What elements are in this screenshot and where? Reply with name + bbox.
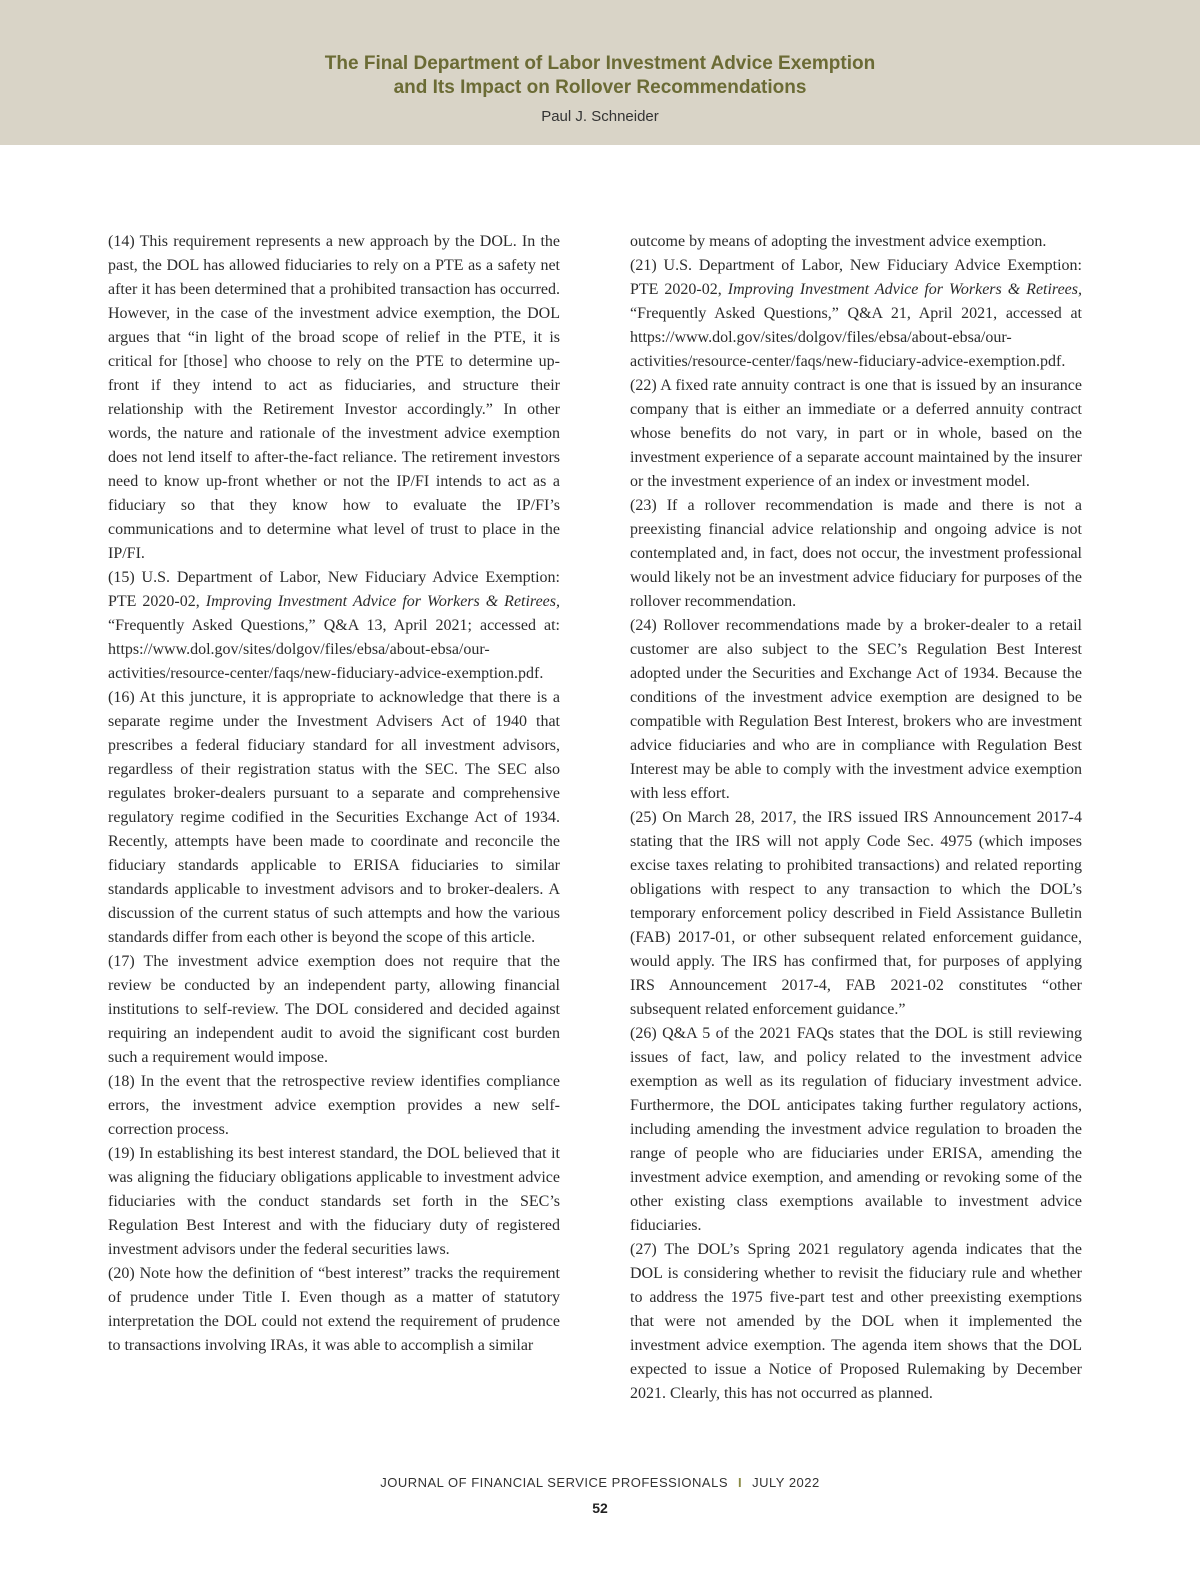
endnote-19: (19) In establishing its best interest standard, the DOL believed that it was aligning the fiduciary obligations applicable to investment advice fiduciaries with the conduct standards set forth in the SEC’s Regulation Best Interest and with the fiduciary duty of registered investment advisors under the federal securities laws. xyxy=(108,1145,560,1258)
article-header-banner xyxy=(0,0,1200,145)
endnote-15-italic-title: Improving Investment Advice for Workers & Retirees, xyxy=(205,593,560,610)
endnote-20-continued: outcome by means of adopting the investment advice exemption. xyxy=(630,233,1047,250)
endnote-27: (27) The DOL’s Spring 2021 regulatory agenda indicates that the DOL is considering whether to revisit the fiduciary rule and whether to address the 1975 five-part test and other preexisting exemptions that were not amended by the DOL when it implemented the investment advice exemption. The agenda item shows that the DOL expected to issue a Notice of Proposed Rulemaking by December 2021. Clearly, this has not occurred as planned. xyxy=(630,1241,1082,1402)
endnote-21-text-a: (21) U.S. Department of Labor, New Fiduciary Advice Exemption: PTE 2020-02, xyxy=(630,257,1082,298)
endnote-17: (17) The investment advice exemption does not require that the review be conducted by an independent party, allowing financial institutions to self-review. The DOL considered and decided against requiring an independent audit to avoid the significant cost burden such a requirement would impose. xyxy=(108,953,560,1066)
endnote-18: (18) In the event that the retrospective review identifies compliance errors, the investment advice exemption provides a new self-correction process. xyxy=(108,1073,560,1138)
endnote-20: (20) Note how the definition of “best interest” tracks the requirement of prudence under Title I. Even though as a matter of statutory interpretation the DOL could not extend the requirement of prudence to transactions involving IRAs, it was able to accomplish a similar xyxy=(108,1265,560,1354)
endnote-22: (22) A fixed rate annuity contract is one that is issued by an insurance company that is either an immediate or a deferred annuity contract whose benefits do not vary, in part or in whole, based on the investment experience of a separate account maintained by the insurer or the investment experience of an index or investment model. xyxy=(630,377,1082,490)
article-title-line-2: and Its Impact on Rollover Recommendations xyxy=(393,77,807,98)
endnote-16: (16) At this juncture, it is appropriate to acknowledge that there is a separate regime under the Investment Advisers Act of 1940 that prescribes a federal fiduciary standard for all investment advisors, regardless of their registration status with the SEC. The SEC also regulates broker-dealers pursuant to a separate and comprehensive regulatory regime codified in the Securities Exchange Act of 1934. Recently, attempts have been made to coordinate and reconcile the fiduciary standards applicable to ERISA fiduciaries to similar standards applicable to investment advisors and to broker-dealers. A discussion of the current status of such attempts and how the various standards differ from each other is beyond the scope of this article. xyxy=(108,689,560,946)
endnote-21-text-b: “Frequently Asked Questions,” Q&A 21, April 2021, accessed at https://www.dol.gov/sites/dolgov/files/ebsa/about-ebsa/our-activities/resource-center/faqs/new-fiduciary-advice-exemption.pdf. xyxy=(630,305,1082,370)
article-author: Paul J. Schneider xyxy=(541,108,659,125)
endnotes-right-column xyxy=(630,230,1082,1406)
page-footer xyxy=(0,1475,1200,1490)
article-title xyxy=(0,52,1200,100)
issue-date: JULY 2022 xyxy=(752,1475,820,1490)
endnote-14: (14) This requirement represents a new approach by the DOL. In the past, the DOL has allowed fiduciaries to rely on a PTE as a safety net after it has been determined that a prohibited transaction has occurred. However, in the case of the investment advice exemption, the DOL argues that “in light of the broad scope of relief in the PTE, it is critical for [those] who choose to rely on the PTE to determine up-front if they intend to act as fiduciaries, and structure their relationship with the Retirement Investor accordingly.” In other words, the nature and rationale of the investment advice exemption does not lend itself to after-the-fact reliance. The retirement investors need to know up-front whether or not the IP/FI intends to act as a fiduciary so that they know how to evaluate the IP/FI’s communications and to determine what level of trust to place in the IP/FI. xyxy=(108,233,560,562)
endnote-15-text-b: “Frequently Asked Questions,” Q&A 13, April 2021; accessed at: https://www.dol.gov/sites/dolgov/files/ebsa/about-ebsa/our-activities/resource-center/faqs/new-fiduciary-advice-exemption.pdf. xyxy=(108,617,560,682)
article-title-line-1: The Final Department of Labor Investment Advice Exemption xyxy=(324,53,876,74)
endnote-26: (26) Q&A 5 of the 2021 FAQs states that the DOL is still reviewing issues of fact, law, and policy related to the investment advice exemption as well as its regulation of fiduciary investment advice. Furthermore, the DOL anticipates taking further regulatory actions, including amending the investment advice regulation to broaden the range of people who are fiduciaries under ERISA, amending the investment advice exemption, and amending or revoking some of the other existing class exemptions available to investment advice fiduciaries. xyxy=(630,1025,1082,1234)
page-number: 52 xyxy=(592,1500,608,1516)
endnote-24: (24) Rollover recommendations made by a broker-dealer to a retail customer are also subject to the SEC’s Regulation Best Interest adopted under the Securities and Exchange Act of 1934. Because the conditions of the investment advice exemption are designed to be compatible with Regulation Best Interest, brokers who are investment advice fiduciaries and who are in compliance with Regulation Best Interest may be able to comply with the investment advice exemption with less effort. xyxy=(630,617,1082,802)
endnote-15-text-a: (15) U.S. Department of Labor, New Fiduciary Advice Exemption: PTE 2020-02, xyxy=(108,569,560,610)
journal-name: JOURNAL OF FINANCIAL SERVICE PROFESSIONALS xyxy=(380,1475,728,1490)
endnote-21 xyxy=(630,254,1082,374)
endnotes-left-column xyxy=(108,230,560,1358)
footer-separator: I xyxy=(738,1475,743,1490)
endnote-25: (25) On March 28, 2017, the IRS issued IRS Announcement 2017-4 stating that the IRS will not apply Code Sec. 4975 (which imposes excise taxes relating to prohibited transactions) and related reporting obligations with respect to any transaction to which the DOL’s temporary enforcement policy described in Field Assistance Bulletin (FAB) 2017-01, or other subsequent related enforcement guidance, would apply. The IRS has confirmed that, for purposes of applying IRS Announcement 2017-4, FAB 2021-02 constitutes “other subsequent related enforcement guidance.” xyxy=(630,809,1082,1018)
endnote-15 xyxy=(108,566,560,686)
endnote-21-italic-title: Improving Investment Advice for Workers & Retirees, xyxy=(727,281,1082,298)
endnote-23: (23) If a rollover recommendation is made and there is not a preexisting financial advice relationship and ongoing advice is not contemplated and, in fact, does not occur, the investment professional would likely not be an investment advice fiduciary for purposes of the rollover recommendation. xyxy=(630,497,1082,610)
